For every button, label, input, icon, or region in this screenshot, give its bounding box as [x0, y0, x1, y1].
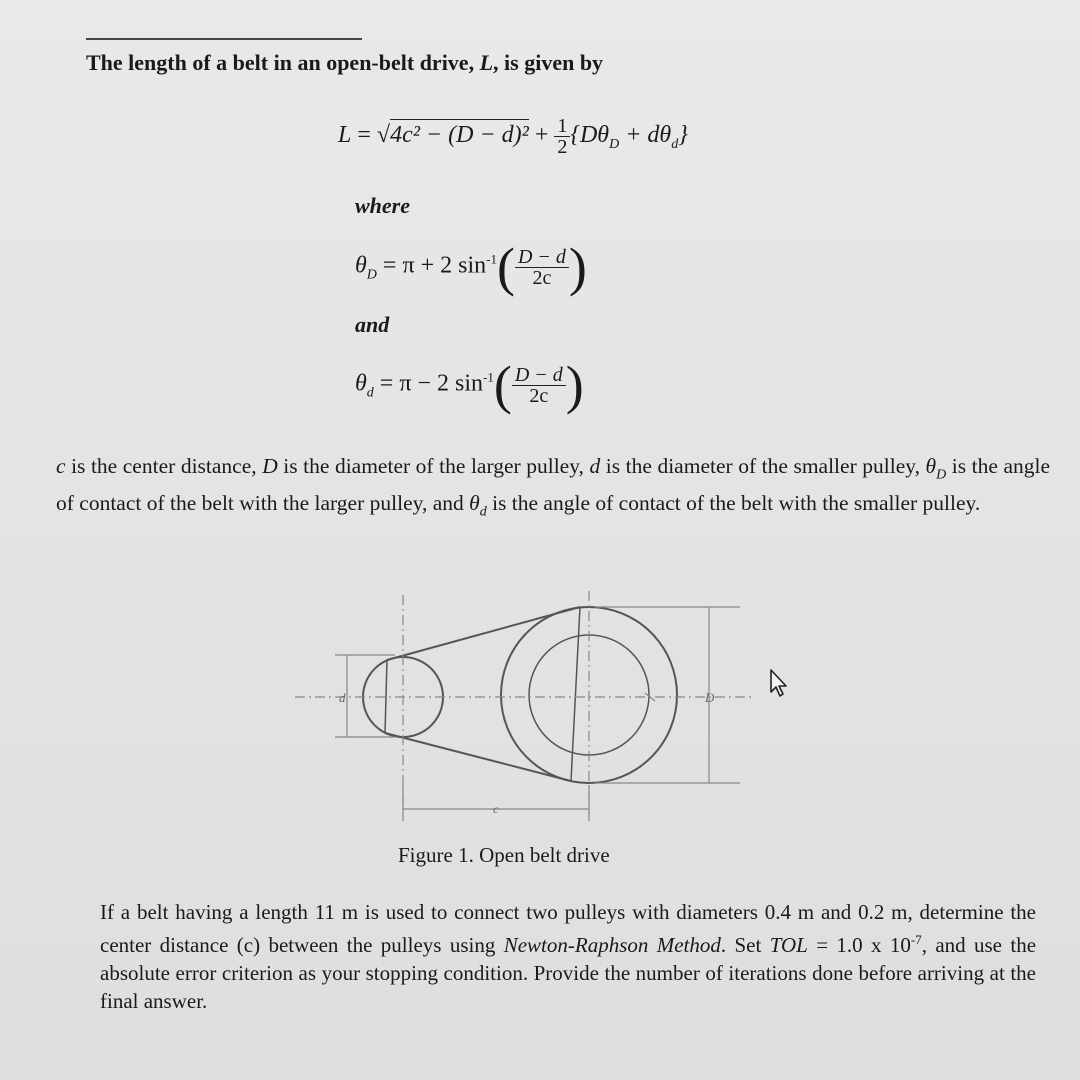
theta-d-sub: d — [366, 385, 374, 401]
belt-upper — [387, 607, 580, 660]
theta-d-formula: $\theta_d = \pi - 2$ $\sin^{-1}$( $\frac{D - d}{2c}$ ) — [355, 355, 584, 415]
problem-part1: If a belt having a length 11 m is used to connect two pulleys with diameters 0.4 m and 0.2 m, determine the center distance (c) between the pulleys using — [100, 900, 1036, 957]
theta-d-fraction — [512, 365, 566, 406]
def-thetad-sub: d — [479, 504, 487, 520]
theta-d-symbol: θ — [355, 370, 367, 397]
length-tail-sub2: d — [671, 136, 679, 152]
length-tail-end: } — [678, 122, 688, 149]
intro-prefix: The length of a belt in an open-belt drive, — [86, 50, 480, 75]
problem-part3: = 1.0 x 10 — [807, 933, 911, 957]
def-thetaD-symbol: θ — [925, 454, 937, 478]
theta-D-symbol: θ — [355, 252, 367, 279]
open-belt-drive-diagram — [295, 585, 785, 825]
problem-exponent: -7 — [910, 932, 922, 947]
def-c-text: is the center distance, — [65, 454, 263, 478]
def-c-symbol: c — [56, 454, 66, 478]
theta-d-exp: -1 — [483, 369, 494, 385]
half-fraction — [554, 116, 570, 157]
length-lhs: L — [338, 122, 352, 149]
def-thetad-text: is the angle of contact of the belt with the smaller pulley. — [486, 491, 981, 516]
theta-d-rhs: = π − 2 sin — [373, 370, 483, 397]
length-formula: L = √4c² − (D − d)² + $\frac{1}{2}$ $\{D\theta_D + d\theta_d\}$ — [338, 115, 688, 158]
half-den: 2 — [557, 136, 568, 158]
top-rule — [86, 38, 362, 40]
where-label: where — [355, 193, 410, 218]
def-thetaD-text: is the angle of contact of the belt with the larger pulley, and — [56, 454, 1051, 516]
def-D-symbol: D — [262, 454, 278, 478]
intro-suffix: , is given by — [493, 50, 604, 75]
problem-part4: , and use the absolute error criterion as your stopping condition. Provide the number of iterations done before arriving at the final answer. — [100, 933, 1037, 1013]
problem-part2: . Set — [720, 933, 770, 957]
intro-variable: L — [479, 50, 494, 75]
theta-D-exp: -1 — [486, 251, 497, 267]
label-d: d — [339, 690, 346, 705]
theta-D-sub: D — [366, 267, 377, 283]
intro-sentence — [86, 50, 603, 76]
problem-method: Newton-Raphson Method — [503, 933, 721, 957]
def-thetaD-sub: D — [936, 467, 947, 483]
theta-D-rhs: = π + 2 sin — [376, 252, 487, 279]
problem-statement — [100, 898, 1036, 1015]
belt-lower — [385, 733, 571, 781]
figure-caption: Figure 1. Open belt drive — [398, 843, 610, 867]
theta-D-den: 2c — [532, 266, 552, 289]
theta-D-num: D − d — [515, 247, 569, 268]
label-c: c — [493, 802, 499, 816]
theta-d-num: D − d — [512, 365, 566, 386]
mouse-cursor-icon — [768, 668, 790, 698]
length-tail-mid: + dθ — [619, 122, 672, 149]
theta-d-den: 2c — [529, 384, 549, 407]
problem-tol: TOL — [769, 933, 808, 957]
definitions-paragraph — [56, 452, 1050, 527]
length-radicand: 4c² − (D − d)² — [390, 119, 529, 148]
def-d-text: is the diameter of the smaller pulley, — [600, 454, 926, 478]
label-D: D — [705, 690, 715, 705]
half-num: 1 — [554, 116, 570, 137]
length-tail-sub1: D — [609, 136, 620, 152]
theta-D-formula: $\theta_D = \pi + 2$ $\sin^{-1}$( $\frac{D - d}{2c}$ ) — [355, 237, 587, 297]
and-label: and — [355, 312, 390, 337]
def-d-symbol: d — [589, 454, 601, 478]
length-tail: {Dθ — [570, 122, 610, 149]
def-D-text: is the diameter of the larger pulley, — [277, 454, 590, 478]
theta-D-fraction — [515, 247, 569, 288]
def-thetad-symbol: θ — [469, 491, 480, 516]
